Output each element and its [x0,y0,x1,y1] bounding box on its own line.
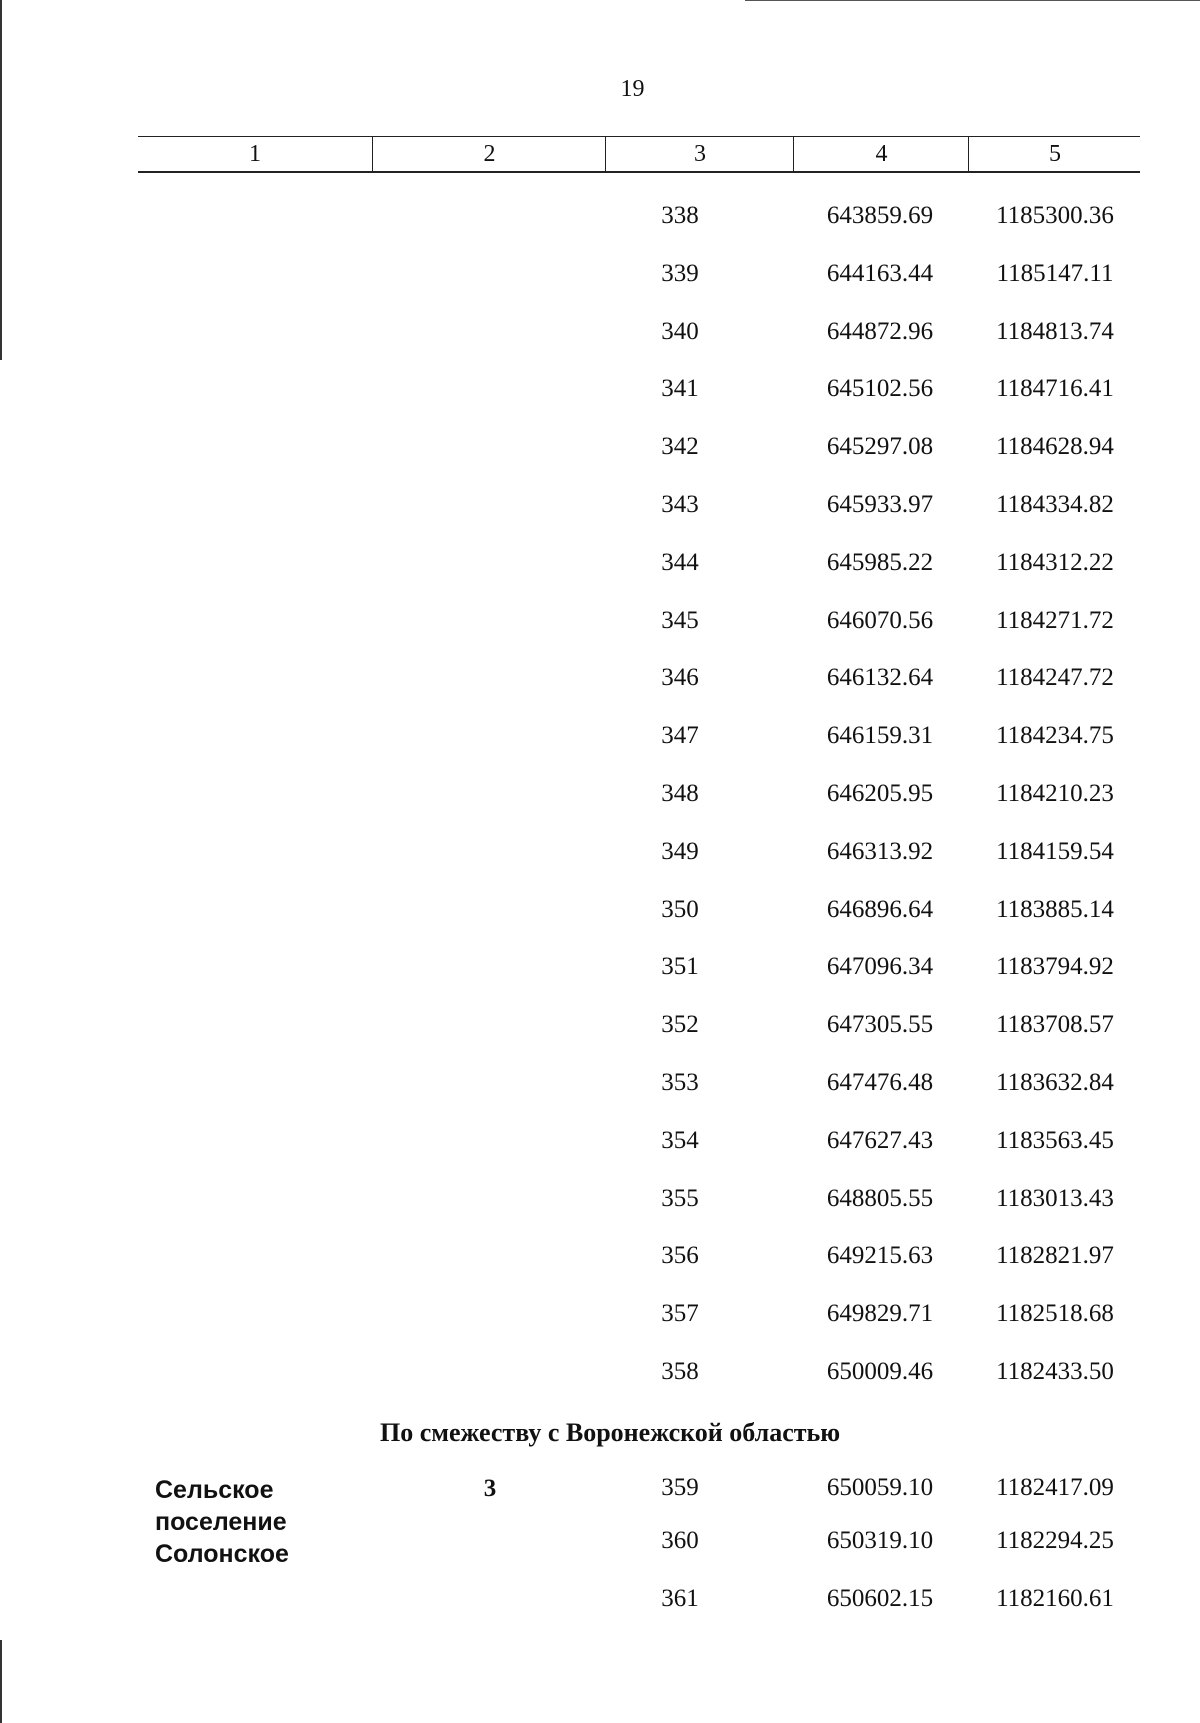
point-number-cell: 353 [661,1069,699,1096]
table-row [0,837,1200,867]
coordinate-y-cell: 1184247.72 [996,664,1114,691]
coordinate-x-cell: 649215.63 [826,1242,934,1269]
table-row [0,259,1200,289]
table-row [0,1584,1200,1614]
group-number: 3 [483,1475,497,1502]
coordinate-y-cell: 1184234.75 [996,722,1114,749]
coordinate-y-cell: 1183885.14 [996,896,1114,923]
coordinate-x-cell: 645102.56 [826,375,934,402]
table-row [0,1126,1200,1156]
table-row [0,895,1200,925]
coordinate-x-cell: 646896.64 [826,896,934,923]
point-number-cell: 361 [661,1585,699,1612]
table-row [0,1010,1200,1040]
table-row [0,317,1200,347]
coordinate-y-cell: 1182294.25 [996,1527,1114,1554]
point-number-cell: 342 [661,433,699,460]
scan-border-left-bottom [0,1640,2,1723]
column-header-2: 2 [372,137,606,171]
table-row [0,721,1200,751]
settlement-name-line: поселение [155,1508,287,1536]
coordinate-x-cell: 644872.96 [826,318,934,345]
point-number-cell: 341 [661,375,699,402]
coordinate-x-cell: 645933.97 [826,491,934,518]
point-number-cell: 354 [661,1127,699,1154]
coordinate-x-cell: 644163.44 [826,260,934,287]
table-row [0,1526,1200,1556]
coordinate-x-cell: 645985.22 [826,549,934,576]
coordinate-x-cell: 650319.10 [826,1527,934,1554]
coordinate-x-cell: 650059.10 [826,1474,934,1501]
coordinate-x-cell: 645297.08 [826,433,934,460]
coordinate-x-cell: 648805.55 [826,1185,934,1212]
point-number-cell: 355 [661,1185,699,1212]
table-row [0,1473,1200,1503]
table-row [0,432,1200,462]
coordinate-x-cell: 650009.46 [826,1358,934,1385]
point-number-cell: 360 [661,1527,699,1554]
table-row [0,201,1200,231]
coordinate-x-cell: 646159.31 [826,722,934,749]
point-number-cell: 356 [661,1242,699,1269]
coordinate-y-cell: 1185300.36 [996,202,1114,229]
point-number-cell: 350 [661,896,699,923]
point-number-cell: 348 [661,780,699,807]
coordinate-x-cell: 646205.95 [826,780,934,807]
table-row [0,374,1200,404]
table-row [0,1357,1200,1387]
coordinate-y-cell: 1183563.45 [996,1127,1114,1154]
coordinate-x-cell: 650602.15 [826,1585,934,1612]
coordinate-y-cell: 1183632.84 [996,1069,1114,1096]
table-row [0,490,1200,520]
coordinate-y-cell: 1184813.74 [996,318,1114,345]
coordinate-y-cell: 1184716.41 [996,375,1114,402]
scan-border-left [0,0,2,360]
coordinate-x-cell: 649829.71 [826,1300,934,1327]
table-row [0,1241,1200,1271]
table-row [0,606,1200,636]
point-number-cell: 359 [661,1474,699,1501]
point-number-cell: 345 [661,607,699,634]
coordinate-x-cell: 647476.48 [826,1069,934,1096]
scan-border-top [745,0,1200,1]
settlement-name-line: Солонское [155,1540,289,1568]
point-number-cell: 347 [661,722,699,749]
coordinate-y-cell: 1182518.68 [996,1300,1114,1327]
column-header-5: 5 [968,137,1141,171]
table-row [0,1068,1200,1098]
coordinate-y-cell: 1184334.82 [996,491,1114,518]
settlement-name-line: Сельское [155,1476,274,1504]
point-number-cell: 357 [661,1300,699,1327]
table-row [0,548,1200,578]
coordinate-y-cell: 1183794.92 [996,953,1114,980]
section-heading: По смежеству с Воронежской областью [380,1418,841,1447]
page-number: 19 [620,76,645,102]
coordinate-y-cell: 1183013.43 [996,1185,1114,1212]
coordinate-x-cell: 647096.34 [826,953,934,980]
point-number-cell: 340 [661,318,699,345]
point-number-cell: 349 [661,838,699,865]
table-row [0,779,1200,809]
coordinate-x-cell: 643859.69 [826,202,934,229]
column-header-3: 3 [605,137,794,171]
table-row [0,1184,1200,1214]
point-number-cell: 344 [661,549,699,576]
table-row [0,1299,1200,1329]
point-number-cell: 352 [661,1011,699,1038]
column-header-4: 4 [793,137,969,171]
coordinate-y-cell: 1184210.23 [996,780,1114,807]
coordinate-x-cell: 647627.43 [826,1127,934,1154]
point-number-cell: 339 [661,260,699,287]
table-row [0,663,1200,693]
coordinate-y-cell: 1184312.22 [996,549,1114,576]
point-number-cell: 351 [661,953,699,980]
coordinate-x-cell: 646070.56 [826,607,934,634]
coordinate-y-cell: 1182417.09 [996,1474,1114,1501]
coordinate-y-cell: 1182433.50 [996,1358,1114,1385]
coordinate-y-cell: 1184271.72 [996,607,1114,634]
point-number-cell: 343 [661,491,699,518]
table-header-row [138,136,1140,173]
coordinate-y-cell: 1182160.61 [996,1585,1114,1612]
point-number-cell: 338 [661,202,699,229]
table-row [0,952,1200,982]
point-number-cell: 346 [661,664,699,691]
coordinate-y-cell: 1182821.97 [996,1242,1114,1269]
coordinate-y-cell: 1184159.54 [996,838,1114,865]
coordinate-x-cell: 646313.92 [826,838,934,865]
coordinate-y-cell: 1184628.94 [996,433,1114,460]
coordinate-y-cell: 1185147.11 [996,260,1114,287]
coordinate-x-cell: 647305.55 [826,1011,934,1038]
coordinate-y-cell: 1183708.57 [996,1011,1114,1038]
point-number-cell: 358 [661,1358,699,1385]
column-header-1: 1 [249,141,261,167]
coordinate-x-cell: 646132.64 [826,664,934,691]
